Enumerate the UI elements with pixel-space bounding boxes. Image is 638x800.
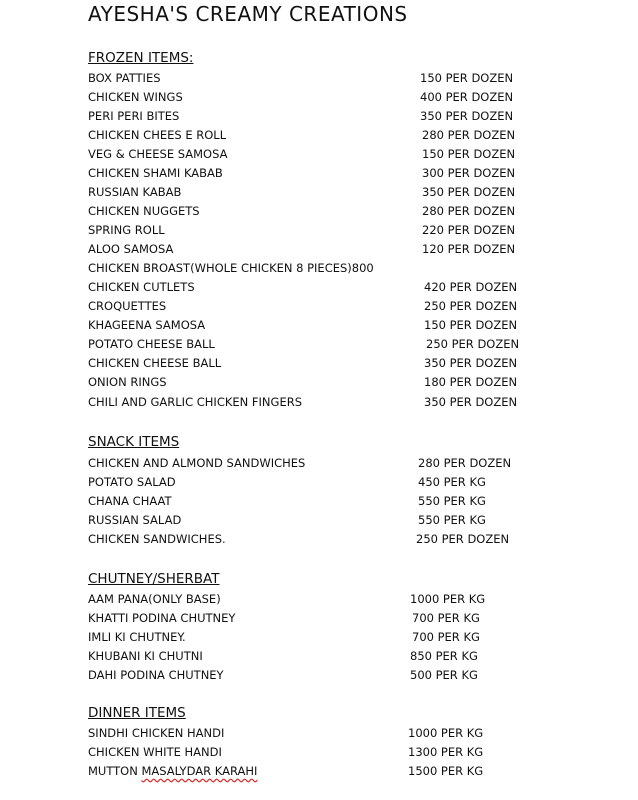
list-item [88, 71, 628, 90]
item-name: RUSSIAN KABAB [88, 185, 182, 199]
item-price: 150 PER DOZEN [420, 71, 514, 85]
item-name: RUSSIAN SALAD [88, 513, 182, 527]
item-name: ALOO SAMOSA [88, 242, 174, 256]
item-name: MUTTON MASALYDAR KARAHI [88, 764, 258, 778]
item-price: 150 PER DOZEN [424, 318, 518, 332]
item-price: 550 PER KG [418, 494, 486, 508]
section-title-dinner: DINNER ITEMS [88, 705, 186, 721]
item-price: 450 PER KG [418, 475, 486, 489]
spellcheck-underline: MASALYDAR KARAHI [141, 764, 258, 778]
item-price: 220 PER DOZEN [422, 223, 516, 237]
item-price: 850 PER KG [410, 649, 478, 663]
item-name: IMLI KI CHUTNEY. [88, 630, 186, 644]
item-name: CHICKEN WHITE HANDI [88, 745, 222, 759]
item-name: CHICKEN NUGGETS [88, 204, 200, 218]
list-item [88, 242, 628, 261]
item-name: CROQUETTES [88, 299, 167, 313]
list-item [88, 261, 628, 280]
item-price: 420 PER DOZEN [424, 280, 518, 294]
item-price: 350 PER DOZEN [420, 109, 514, 123]
list-item [88, 128, 628, 147]
item-name: CHICKEN CHEESE BALL [88, 356, 222, 370]
item-price: 250 PER DOZEN [424, 299, 518, 313]
item-price: 250 PER DOZEN [426, 337, 520, 351]
item-name: AAM PANA(ONLY BASE) [88, 592, 221, 606]
list-item [88, 764, 628, 783]
list-item [88, 611, 628, 630]
list-item [88, 649, 628, 668]
item-price: 280 PER DOZEN [422, 128, 516, 142]
list-item [88, 109, 628, 128]
item-name: ONION RINGS [88, 375, 167, 389]
item-name: CHILI AND GARLIC CHICKEN FINGERS [88, 395, 302, 409]
list-item [88, 395, 628, 414]
list-item [88, 299, 628, 318]
item-name: PERI PERI BITES [88, 109, 180, 123]
item-name: CHANA CHAAT [88, 494, 172, 508]
item-name: CHICKEN CUTLETS [88, 280, 195, 294]
list-item [88, 494, 628, 513]
item-name: SPRING ROLL [88, 223, 165, 237]
section-title-snack: SNACK ITEMS [88, 434, 180, 450]
item-price: 400 PER DOZEN [420, 90, 514, 104]
item-name: VEG & CHEESE SAMOSA [88, 147, 228, 161]
page-title: AYESHA'S CREAMY CREATIONS [88, 2, 408, 26]
item-price: 350 PER DOZEN [422, 185, 516, 199]
item-price: 280 PER DOZEN [422, 204, 516, 218]
item-price: 1500 PER KG [408, 764, 484, 778]
list-item [88, 318, 628, 337]
list-item [88, 280, 628, 299]
item-price: 1300 PER KG [408, 745, 484, 759]
list-item [88, 513, 628, 532]
list-item [88, 204, 628, 223]
item-price: 250 PER DOZEN [416, 532, 510, 546]
item-price: 180 PER DOZEN [424, 375, 518, 389]
list-item [88, 630, 628, 649]
item-name: CHICKEN SHAMI KABAB [88, 166, 223, 180]
item-price: 550 PER KG [418, 513, 486, 527]
list-item [88, 668, 628, 687]
list-item [88, 475, 628, 494]
item-name: KHUBANI KI CHUTNI [88, 649, 203, 663]
item-price: 500 PER KG [410, 668, 478, 682]
item-name: KHAGEENA SAMOSA [88, 318, 206, 332]
list-item [88, 356, 628, 375]
list-item [88, 592, 628, 611]
list-item [88, 185, 628, 204]
section-title-chutney: CHUTNEY/SHERBAT [88, 571, 220, 587]
item-name: KHATTI PODINA CHUTNEY [88, 611, 236, 625]
item-name: CHICKEN BROAST(WHOLE CHICKEN 8 PIECES)800 [88, 261, 374, 275]
list-item [88, 745, 628, 764]
item-price: 120 PER DOZEN [422, 242, 516, 256]
item-name: SINDHI CHICKEN HANDI [88, 726, 225, 740]
item-name: BOX PATTIES [88, 71, 161, 85]
item-name: POTATO CHEESE BALL [88, 337, 215, 351]
list-item [88, 726, 628, 745]
item-name: DAHI PODINA CHUTNEY [88, 668, 224, 682]
item-price: 280 PER DOZEN [418, 456, 512, 470]
item-name: CHICKEN WINGS [88, 90, 183, 104]
section-title-frozen: FROZEN ITEMS: [88, 50, 194, 66]
list-item [88, 375, 628, 394]
item-price: 150 PER DOZEN [422, 147, 516, 161]
list-item [88, 337, 628, 356]
list-item [88, 532, 628, 551]
item-name: CHICKEN CHEES E ROLL [88, 128, 227, 142]
list-item [88, 166, 628, 185]
item-price: 700 PER KG [412, 611, 480, 625]
list-item [88, 223, 628, 242]
item-name: CHICKEN AND ALMOND SANDWICHES [88, 456, 306, 470]
list-item [88, 456, 628, 475]
item-name: CHICKEN SANDWICHES. [88, 532, 226, 546]
item-name: POTATO SALAD [88, 475, 176, 489]
item-price: 1000 PER KG [410, 592, 486, 606]
item-price: 350 PER DOZEN [424, 395, 518, 409]
item-price: 350 PER DOZEN [424, 356, 518, 370]
list-item [88, 90, 628, 109]
list-item [88, 147, 628, 166]
item-price: 1000 PER KG [408, 726, 484, 740]
item-price: 700 PER KG [412, 630, 480, 644]
item-price: 300 PER DOZEN [422, 166, 516, 180]
